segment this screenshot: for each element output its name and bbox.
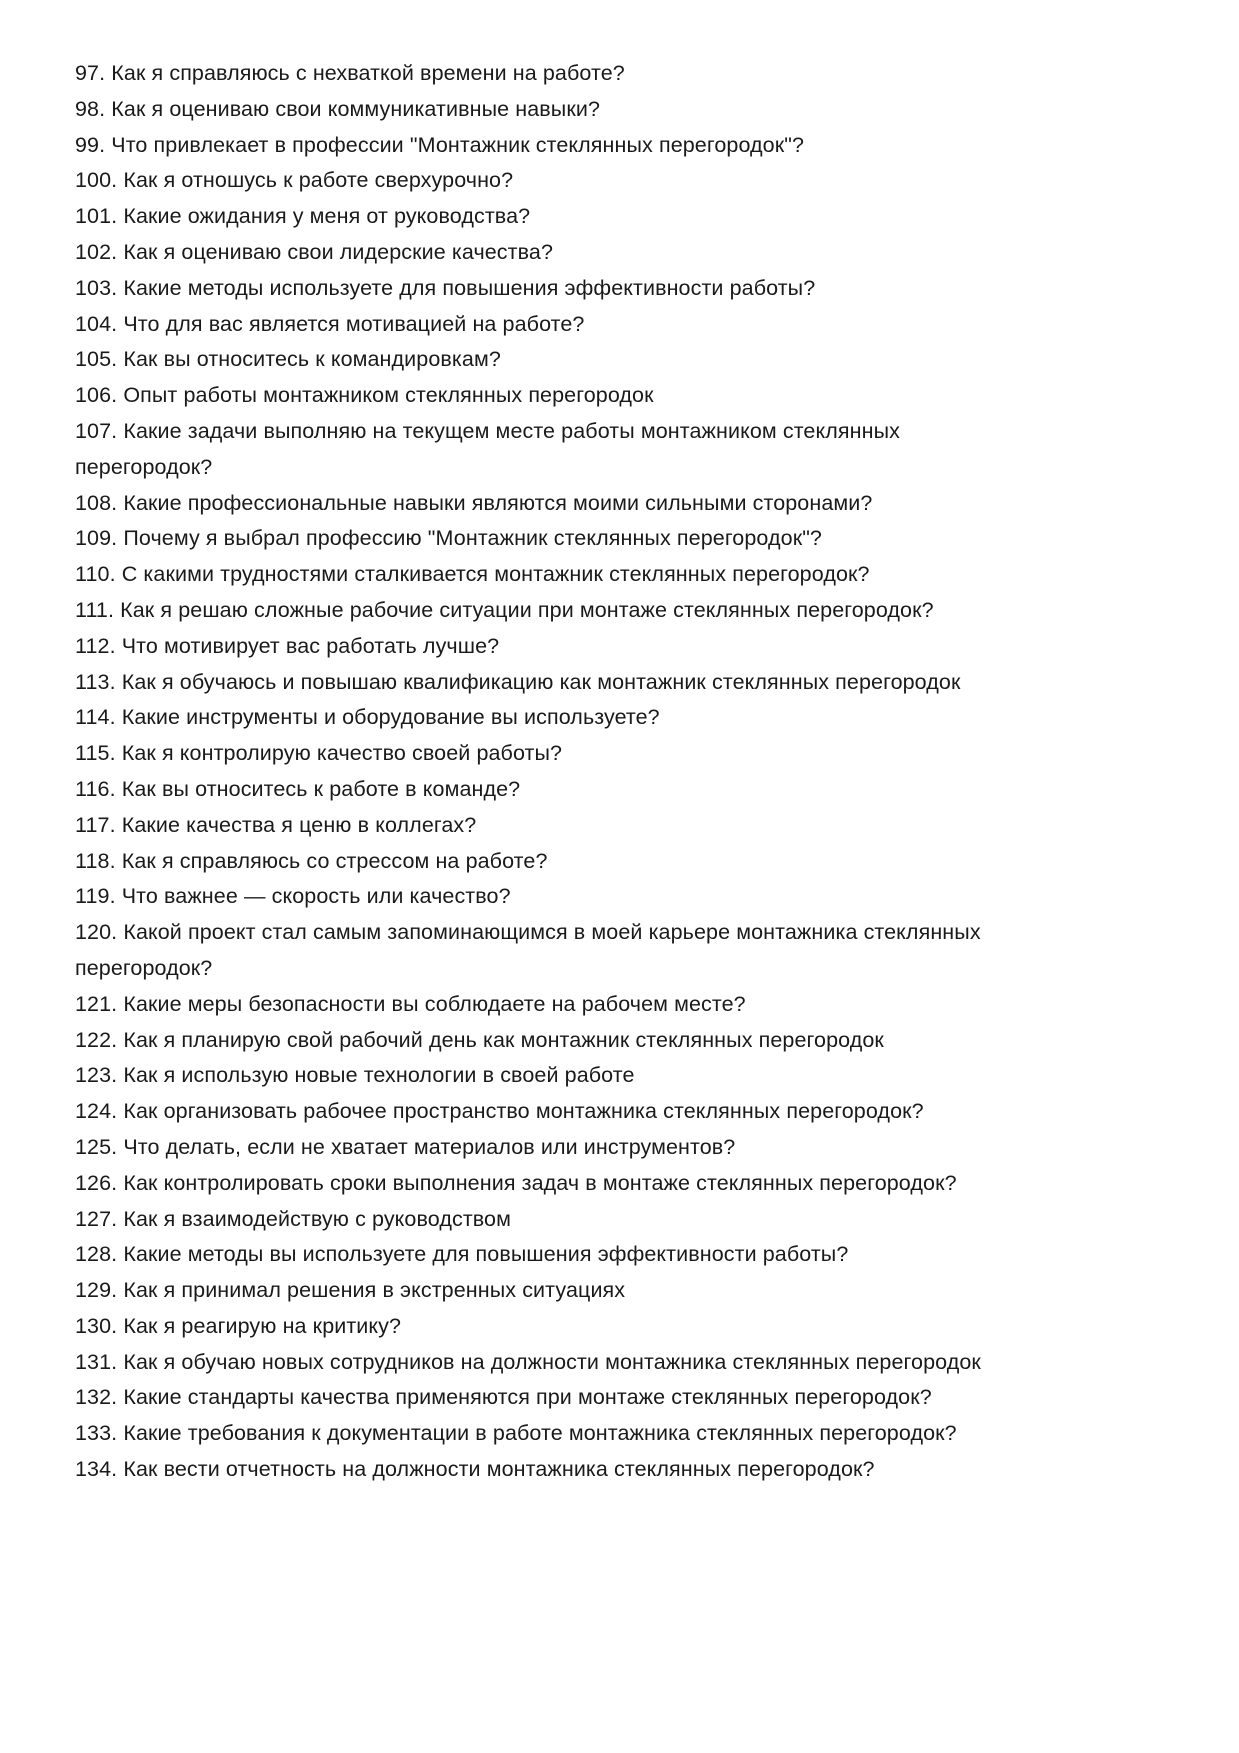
list-item-text: 97. Как я справляюсь с нехваткой времени на работе? <box>75 61 625 85</box>
list-item <box>75 307 1199 343</box>
list-item-text-continuation: перегородок? <box>75 955 213 980</box>
list-item-text: 134. Как вести отчетность на должности монтажника стеклянных перегородок? <box>75 1457 875 1482</box>
list-item-text: 124. Как организовать рабочее пространство монтажника стеклянных перегородок? <box>75 1099 924 1124</box>
list-item <box>75 772 1199 808</box>
list-item-text: 119. Что важнее — скорость или качество? <box>75 884 511 909</box>
list-item <box>75 844 1199 880</box>
list-item-text: 116. Как вы относитесь к работе в команде? <box>75 776 521 801</box>
list-item <box>75 1273 1199 1309</box>
list-item <box>75 521 1199 557</box>
list-item-text: 130. Как я реагирую на критику? <box>75 1313 402 1338</box>
list-item-text: 101. Какие ожидания у меня от руководства? <box>75 204 531 229</box>
list-item-text: 109. Почему я выбрал профессию "Монтажник стеклянных перегородок"? <box>75 526 822 551</box>
list-item-text: 113. Как я обучаюсь и повышаю квалификацию как монтажник стеклянных перегородок <box>75 669 961 694</box>
list-item-text: 133. Какие требования к документации в работе монтажника стеклянных перегородок? <box>75 1421 957 1446</box>
list-item <box>75 987 1199 1023</box>
list-item-text: 118. Как я справляюсь со стрессом на работе? <box>75 848 548 873</box>
list-item-text: 131. Как я обучаю новых сотрудников на должности монтажника стеклянных перегородок <box>75 1349 981 1374</box>
list-item <box>75 879 1199 915</box>
list-item <box>75 271 1199 307</box>
list-item <box>75 1309 1199 1345</box>
list-item <box>75 1237 1199 1273</box>
list-item-text: 107. Какие задачи выполняю на текущем месте работы монтажником стеклянных <box>75 418 900 443</box>
list-item-text: 111. Как я решаю сложные рабочие ситуации при монтаже стеклянных перегородок? <box>75 597 934 622</box>
list-item <box>75 1023 1199 1059</box>
list-item <box>75 593 1199 629</box>
list-item-text: 127. Как я взаимодействую с руководством <box>75 1206 511 1231</box>
list-item <box>75 557 1199 593</box>
list-item <box>75 199 1199 235</box>
list-item <box>75 1345 1199 1381</box>
list-item <box>75 629 1199 665</box>
list-item-text: 114. Какие инструменты и оборудование вы используете? <box>75 705 660 730</box>
list-item <box>75 1416 1199 1452</box>
list-item <box>75 342 1199 378</box>
list-item <box>75 1130 1199 1166</box>
list-item-text: 110. С какими трудностями сталкивается монтажник стеклянных перегородок? <box>75 562 870 587</box>
list-item <box>75 1094 1199 1130</box>
list-item-text: 98. Как я оцениваю свои коммуникативные навыки? <box>75 96 601 121</box>
question-list <box>75 56 1199 1488</box>
list-item-text: 104. Что для вас является мотивацией на работе? <box>75 311 585 336</box>
list-item <box>75 235 1199 271</box>
list-item <box>75 1380 1199 1416</box>
list-item <box>75 414 1199 486</box>
list-item-text: 106. Опыт работы монтажником стеклянных перегородок <box>75 383 654 408</box>
list-item <box>75 56 1199 92</box>
list-item-text: 121. Какие меры безопасности вы соблюдаете на рабочем месте? <box>75 991 746 1016</box>
list-item <box>75 1452 1199 1488</box>
list-item-text: 100. Как я отношусь к работе сверхурочно? <box>75 168 514 193</box>
list-item-text: 112. Что мотивирует вас работать лучше? <box>75 633 500 658</box>
list-item <box>75 915 1199 987</box>
list-item <box>75 128 1199 164</box>
list-item <box>75 163 1199 199</box>
list-item <box>75 808 1199 844</box>
list-item-text: 125. Что делать, если не хватает материалов или инструментов? <box>75 1134 736 1159</box>
list-item-text: 117. Какие качества я ценю в коллегах? <box>75 812 477 837</box>
list-item-text: 120. Какой проект стал самым запоминающимся в моей карьере монтажника стеклянных <box>75 920 981 945</box>
list-item <box>75 1166 1199 1202</box>
list-item-text: 102. Как я оцениваю свои лидерские качества? <box>75 239 553 264</box>
list-item <box>75 665 1199 701</box>
list-item-text: 122. Как я планирую свой рабочий день как монтажник стеклянных перегородок <box>75 1027 884 1052</box>
list-item-text-continuation: перегородок? <box>75 454 213 479</box>
list-item-text: 132. Какие стандарты качества применяются при монтаже стеклянных перегородок? <box>75 1385 932 1410</box>
list-item-text: 128. Какие методы вы используете для повышения эффективности работы? <box>75 1242 849 1267</box>
list-item <box>75 1058 1199 1094</box>
list-item <box>75 736 1199 772</box>
list-item <box>75 700 1199 736</box>
list-item-text: 103. Какие методы используете для повышения эффективности работы? <box>75 275 816 300</box>
list-item-text: 129. Как я принимал решения в экстренных ситуациях <box>75 1278 626 1303</box>
list-item-text: 126. Как контролировать сроки выполнения задач в монтаже стеклянных перегородок? <box>75 1170 957 1195</box>
list-item-text: 99. Что привлекает в профессии "Монтажник стеклянных перегородок"? <box>75 132 805 157</box>
list-item-text: 105. Как вы относитесь к командировкам? <box>75 347 501 372</box>
list-item-text: 108. Какие профессиональные навыки являются моими сильными сторонами? <box>75 490 873 515</box>
list-item-text: 123. Как я использую новые технологии в своей работе <box>75 1063 635 1088</box>
list-item-text: 115. Как я контролирую качество своей работы? <box>75 741 563 766</box>
list-item <box>75 378 1199 414</box>
list-item <box>75 486 1199 522</box>
list-item <box>75 1202 1199 1238</box>
list-item <box>75 92 1199 128</box>
